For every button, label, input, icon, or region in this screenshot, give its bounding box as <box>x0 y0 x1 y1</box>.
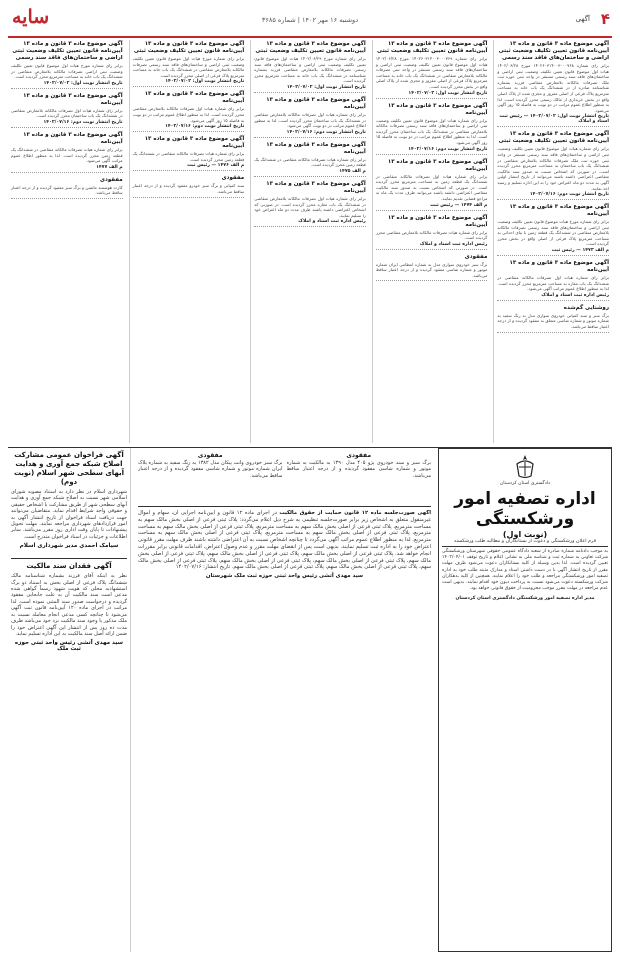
deed-loss-body: نظر به اینکه آقای فرزند بشماره شناسنامه مالک ششدانگ پلاک فرعی از اصلی بخش به استناد دو برگ استشهادیه محلی که هویت شهود رسماً گواهی شده مدعی است سند مالکیت آن به علت جابجایی مفقود گردیده و درخواست صدور سند المثنی نموده است. لذا مراتب در اجرای ماده ۱۲۰ آیین‌نامه قانون ثبت آگهی می‌شود تا چنانچه کسی مدعی انجام معامله نسبت به ملک مذکور یا وجود سند مالکیت نزد خود می‌باشد ظرف مدت ده روز پس از انتشار این آگهی اعتراض خود را ضمن ارائه اصل سند مالکیت به این اداره تسلیم نماید. <box>11 573 127 637</box>
notice-item <box>133 175 245 197</box>
notice-signature: رئیس اداره ثبت اسناد و املاک <box>298 219 366 225</box>
notice-body: برابر رای شماره هیات تصرفات مالکانه متقاضی در ششدانگ یک قطعه زمین محرز گردیده است. لذا به منظور اطلاع عموم مراتب آگهی می‌شود. <box>11 146 123 164</box>
notice-body: برابر رای شماره هیات اول تصرفات مالکانه متقاضی در ششدانگ یک قطعه زمین به مساحت مترمربع محرز گردیده است. در صورتی که اشخاص نسبت به صدور سند مالکیت متقاضی اعتراضی داشته باشند می‌توانند ظرف مدت یک ماه به مراجع قضایی تقدیم نمایند. <box>375 173 488 201</box>
notice-title: روشنایی گم‌شده <box>563 304 609 311</box>
notice-body: برابر رای شماره هیات اول تصرفات مالکانه بلامعارض متقاضی در ششدانگ یک باب مغازه محرز گردیده است. در صورتی که اشخاص اعتراضی داشته باشند ظرف مدت دو ماه اعتراض خود را تسلیم نمایند. <box>254 195 366 218</box>
org-name: دادگستری استان کردستان <box>499 481 551 486</box>
column-1 <box>493 40 612 443</box>
masthead-logo: سایه <box>12 6 50 28</box>
deed-loss-title: آگهی فقدان سند مالکیت <box>26 562 112 571</box>
notice-item <box>254 97 366 138</box>
lower-section <box>8 447 612 952</box>
notice-item <box>133 91 245 132</box>
notice-body: برابر رای شماره هیات تصرفات مالکانه بلامعارض متقاضی محرز گردیده است. <box>375 229 488 241</box>
notice-title: آگهی موضوع ماده ۳ قانون و ماده ۱۳ آیین‌نامه <box>266 180 366 194</box>
notice-item <box>376 103 488 155</box>
notice-title: آگهی موضوع ماده ۳ قانون و ماده ۱۳ آیین‌نامه قانون تعیین تکلیف وضعیت ثبتی اراضی و ساختمان‌های فاقد سند رسمی <box>12 41 123 61</box>
column-3 <box>250 40 369 443</box>
notice-signature: م الف ۱۴۷۷ <box>96 164 123 170</box>
invite-sign: سیامک احمدی مدیر شهرداری اسلام <box>19 543 119 550</box>
lost-item-body: برگ سبز و سند خودروی پژو ۴۰۵ مدل ۱۳۹۰ به مالکیت به شماره موتور و شماره شاسی مفقود گردیده و از درجه اعتبار ساقط می‌باشد. <box>286 460 431 479</box>
notice-signature: تاریخ انتشار نوبت دوم: ۱۴۰۲/۰۷/۱۶ <box>43 119 123 125</box>
column-4 <box>129 40 248 443</box>
notice-title: آگهی موضوع ماده ۳ قانون و ماده ۱۳ آیین‌نامه قانون تعیین تکلیف وضعیت ثبتی <box>377 41 488 54</box>
authority-sign: مدیر اداره تصفیه امور ورشکستگی دادگستری استان کردستان <box>455 596 595 602</box>
notice-title: مفقودی <box>221 175 245 182</box>
property-notice-sign: سید مهدی آتشی رئیس واحد ثبتی حوزه ثبت ملک شهرستان <box>205 573 364 580</box>
invite-body: شهرداری اسلام در نظر دارد به استناد مصوبه شورای اسلامی شهر نسبت به اصلاح شبکه جمع آوری و هدایت آبهای سطحی شهر از طریق مشارکت با اشخاص حقیقی و حقوقی واجد شرایط اقدام نماید. متقاضیان می‌توانند جهت دریافت اسناد فراخوان از تاریخ انتشار آگهی به امور قراردادهای شهرداری مراجعه نمایند. مهلت تحویل پیشنهادات تا پایان وقت اداری روز مقرر می‌باشد. سایر اطلاعات و جزئیات در اسناد فراخوان مندرج است. <box>11 489 127 540</box>
notice-columns <box>8 40 612 443</box>
notice-body: برابر رای شماره ۱۴۰۲۶۰۳۱۴۰۰۳۰۰۰۷۶۹ مورخ ۱۴۰۲/۰۶/۲۸ هیات اول موضوع قانون تعیین تکلیف وضعیت ثبتی اراضی و ساختمان‌های فاقد سند رسمی مستقر در واحد ثبتی تصرفات مالکانه بلامعارض متقاضی در ششدانگ یک باب خانه به مساحت مترمربع پلاک فرعی از اصلی مفروز و مجزی شده از پلاک اصلی واقع در بخش محرز گردیده است. <box>375 56 488 89</box>
notice-signature: تاریخ انتشار نوبت اول: ۱۴۰۲/۰۷/۰۲ — رئیس ثبت اسناد و املاک <box>499 114 609 125</box>
notice-item <box>254 181 366 227</box>
notice-item <box>497 204 609 256</box>
notice-title: آگهی موضوع ماده ۳ قانون و ماده ۱۳ آیین‌نامه <box>266 141 366 155</box>
notice-body: برابر رای شماره ۱۴۰۲۶۰۳۱۴۰۰۳۰۰۰۷۶۸ مورخ ۱۴۰۲/۰۶/۲۸ هیات اول موضوع قانون تعیین تکلیف وضعیت ثبتی اراضی و ساختمان‌های فاقد سند رسمی مستقر در واحد ثبتی حوزه ثبت ملک تصرفات مالکانه بلامعارض متقاضی فرزند بشماره شناسنامه صادره از در ششدانگ یک باب خانه به مساحت مترمربع پلاک فرعی از اصلی مفروز و مجزی شده از پلاک اصلی واقع در بخش خریداری از مالک رسمی محرز گردیده است. لذا به منظور اطلاع عموم مراتب در دو نوبت به فاصله ۱۵ روز آگهی می‌شود. <box>497 63 609 113</box>
notice-title: آگهی موضوع ماده ۳ قانون و ماده ۱۳ آیین‌نامه <box>387 158 488 172</box>
notice-signature: تاریخ انتشار نوبت اول: ۱۴۰۲/۰۷/۰۲ <box>165 79 245 85</box>
authority-subtitle: (نوبت اول) <box>502 530 548 539</box>
lost-item-title: مفقودی <box>346 452 372 459</box>
section-label: آگهی <box>575 15 590 23</box>
notice-signature: تاریخ انتشار نوبت اول: ۱۴۰۲/۰۷/۰۲ <box>43 80 123 86</box>
notice-title: آگهی موضوع ماده ۳ قانون و ماده ۱۳ آیین‌نامه <box>144 136 245 150</box>
notice-title: آگهی موضوع ماده ۳ قانون و ماده ۱۳ آیین‌نامه <box>23 131 123 145</box>
notice-item <box>254 142 366 177</box>
judiciary-emblem-icon <box>513 454 537 480</box>
lost-items-row <box>138 451 431 507</box>
notice-item <box>497 131 609 200</box>
notice-title: آگهی موضوع ماده ۳ قانون و ماده ۱۳ آیین‌نامه قانون تعیین تکلیف وضعیت ثبتی اراضی و ساختمان‌های فاقد سند رسمی <box>498 41 609 61</box>
invite-title: آگهی فراخوان عمومی مشارکت اصلاح شبکه جمع آوری و هدایت آبهای سطحی شهر اسلام (نوبت دوم) <box>13 451 125 486</box>
column-2 <box>372 40 491 443</box>
notice-item <box>133 136 245 171</box>
notice-signature: تاریخ انتشار نوبت دوم: ۱۴۰۲/۰۷/۱۶ <box>408 146 488 152</box>
notice-body: برابر رای شماره مورخ ۱۴۰۲/۰۶/۲۹ هیات اول موضوع قانون تعیین تکلیف وضعیت ثبتی اراضی و ساختمان‌های فاقد سند رسمی تصرفات مالکانه بلامعارض متقاضی فرزند بشماره شناسنامه در ششدانگ یک باب خانه به مساحت مترمربع محرز گردیده است. <box>254 56 366 84</box>
notice-item <box>497 305 609 333</box>
bankruptcy-notice <box>438 448 612 952</box>
notice-signature: تاریخ انتشار نوبت دوم: ۱۴۰۲/۰۷/۱۶ <box>286 129 366 135</box>
notice-item <box>133 41 245 87</box>
deed-loss-sign: سید مهدی آتشی رئیس واحد ثبتی حوزه ثبت ملک <box>14 640 124 653</box>
notice-body: برابر رای شماره مورخ هیات اول موضوع قانون تعیین تکلیف وضعیت ثبتی اراضی و ساختمان‌های فاقد سند رسمی تصرفات مالکانه بلامعارض متقاضی در ششدانگ یک باب خانه به مساحت مترمربع پلاک فرعی از اصلی محرز گردیده است. <box>132 56 245 78</box>
issue-info: دوشنبه ۱۶ مهر ۱۴۰۲ | شماره ۳۶۸۵ <box>261 16 359 24</box>
notice-body: کارت هوشمند ماشین و برگ سبز مفقود گردیده و از درجه اعتبار ساقط می‌باشد. <box>11 184 123 196</box>
property-notice-body: در اجرای ماده ۱۲ قانون و آیین‌نامه اجرایی آن، سهام و اموال غیرمنقول متعلق به اشخاص زیر برابر صورت‌جلسه تنظیمی به شرح ذیل اعلام می‌گردد: پلاک ثبتی فرعی از اصلی بخش مالک سهم به مساحت مترمربع، پلاک ثبتی فرعی از اصلی بخش مالک سهم به مساحت مترمربع، پلاک ثبتی فرعی از اصلی بخش مالک سهم به مساحت مترمربع، پلاک ثبتی فرعی از اصلی بخش مالک سهم به مساحت مترمربع، پلاک ثبتی فرعی از اصلی بخش مالک سهم به مساحت مترمربع. لذا به منظور اطلاع عموم مراتب آگهی می‌گردد تا چنانچه اشخاص نسبت به آن اعتراضی داشته باشند ظرف مهلت مقرر قانونی اعتراض خود را به اداره ثبت تسلیم نمایند. بدیهی است پس از انقضای مهلت مقرر و عدم وصول اعتراض، اقدامات قانونی برابر مقررات انجام خواهد شد. پلاک ثبتی فرعی از اصلی بخش مالک سهم، پلاک ثبتی فرعی از اصلی بخش مالک سهم، پلاک ثبتی فرعی از اصلی بخش مالک سهم، پلاک ثبتی فرعی از اصلی بخش مالک سهم، پلاک ثبتی فرعی از اصلی بخش مالک سهم، پلاک ثبتی فرعی از اصلی بخش مالک سهم، پلاک ثبتی فرعی از اصلی بخش مالک سهم، پلاک ثبتی فرعی از اصلی بخش مالک سهم. تاریخ انتشار: ۱۴۰۲/۰۷/۱۶ <box>138 510 431 571</box>
notice-body: برابر رای شماره هیات اول موضوع قانون تعیین تکلیف وضعیت ثبتی اراضی و ساختمان‌های فاقد سند رسمی مستقر در واحد ثبتی حوزه ثبت ملک تصرفات مالکانه بلامعارض متقاضی در ششدانگ یک باب ساختمان به مساحت مترمربع محرز گردیده است. در صورتی که اشخاص نسبت به صدور سند مالکیت متقاضی اعتراضی داشته باشند می‌توانند از تاریخ انتشار اولین آگهی به مدت دو ماه اعتراض خود را به این اداره تسلیم و رسید اخذ نمایند. <box>497 146 609 191</box>
notice-signature: تاریخ انتشار نوبت دوم: ۱۴۰۲/۰۷/۱۶ <box>165 124 245 130</box>
notice-title: آگهی موضوع ماده ۳ قانون و ماده ۱۳ آیین‌نامه <box>509 204 609 218</box>
notice-title: آگهی موضوع ماده ۳ قانون و ماده ۱۳ آیین‌نامه قانون تعیین تکلیف وضعیت ثبتی <box>255 41 366 54</box>
notice-item <box>497 260 609 301</box>
notice-item <box>254 41 366 93</box>
left-notices <box>8 448 131 952</box>
notice-body: برابر رای شماره هیات تصرفات مالکانه متقاضی در ششدانگ یک قطعه زمین محرز گردیده است. <box>254 156 366 168</box>
lost-item <box>287 451 432 503</box>
notice-body: برگ سبز و سند کمپانی خودروی سواری مدل به رنگ سفید به شماره موتور و شماره شاسی متعلق به مفقود گردیده و از درجه اعتبار ساقط می‌باشد. <box>497 312 609 330</box>
notice-signature: رئیس اداره ثبت اسناد و املاک <box>419 241 488 247</box>
notice-title: آگهی موضوع ماده ۳ قانون و ماده ۱۳ آیین‌نامه <box>266 96 366 110</box>
notice-signature: م الف ۱۴۷۴ — رئیس ثبت <box>430 202 488 208</box>
notice-item <box>11 177 123 199</box>
notice-body: برابر رای شماره هیات اول تصرفات مالکانه بلامعارض متقاضی در ششدانگ یک باب ساختمان محرز گردیده است. <box>11 107 123 119</box>
notice-title: آگهی موضوع ماده ۳ قانون و ماده ۱۳ آیین‌نامه <box>509 260 609 274</box>
notice-signature: تاریخ انتشار نوبت اول: ۱۴۰۲/۰۷/۰۲ <box>286 84 366 90</box>
notice-item <box>376 41 488 99</box>
notice-item <box>376 159 488 211</box>
divider <box>11 558 127 559</box>
notice-item <box>497 41 609 127</box>
notice-body: برابر رای شماره مورخ هیات اول موضوع قانون تعیین تکلیف وضعیت ثبتی اراضی تصرفات مالکانه بلامعارض متقاضی در ششدانگ یک باب خانه به مساحت مترمربع محرز گردیده است. <box>11 63 123 80</box>
form-line: فرم اعلان ورشکستگی و دعوت از بستانکاران و مطالبه طلب ورشکسته <box>442 539 608 547</box>
notice-title: مفقودی <box>99 176 123 183</box>
notice-signature: تاریخ انتشار نوبت دوم: ۱۴۰۲/۰۷/۱۶ <box>529 192 609 198</box>
authority-title: اداره تصفیه امور ورشکستگی <box>454 489 596 529</box>
notice-title: آگهی موضوع ماده ۳ قانون و ماده ۱۳ آیین‌نامه قانون تعیین تکلیف وضعیت ثبتی <box>498 131 609 145</box>
notice-title: آگهی موضوع ماده ۳ قانون و ماده ۱۳ آیین‌نامه <box>23 92 123 106</box>
notice-title: آگهی موضوع ماده ۳ قانون و ماده ۱۳ آیین‌نامه <box>387 214 488 228</box>
notice-title: آگهی موضوع ماده ۳ قانون و ماده ۱۳ آیین‌نامه <box>387 102 488 116</box>
notice-body: برابر رای شماره هیات اول تصرفات مالکانه متقاضی در ششدانگ یک باب مغازه به مساحت مترمربع محرز گردیده است. لذا به منظور اطلاع عموم مراتب آگهی می‌شود. <box>497 275 609 292</box>
property-notice <box>138 510 431 571</box>
authority-body: به موجب دادنامه شماره صادره از شعبه دادگاه عمومی حقوقی شهرستان ورشکستگی شرکت تعاونی به شماره ثبت و شناسه ملی به نشانی اعلام و تاریخ توقف ۱۴۰۲/۰۴/۰۱ تعیین گردیده است. لذا بدین وسیله از کلیه بستانکاران دعوت می‌شود ظرف مهلت مقرر از تاریخ انتشار آگهی با در دست داشتن اسناد و مدارک مثبته طلب خود به اداره تصفیه امور ورشکستگی مراجعه و طلب خود را اعلام نمایند. همچنین از کلیه بدهکاران شرکت ورشکسته دعوت می‌شود نسبت به پرداخت دیون خود اقدام نمایند. بدیهی است عدم مراجعه در مهلت مقرر موجب محرومیت از حقوق قانونی خواهد بود. <box>442 549 608 592</box>
notice-item <box>11 41 123 89</box>
notice-body: برابر رای شماره هیات اول موضوع قانون تعیین تکلیف وضعیت ثبتی اراضی و ساختمان‌های فاقد سند رسمی تصرفات مالکانه بلامعارض متقاضی در ششدانگ یک باب ساختمان محرز گردیده است. لذا به منظور اطلاع عموم مراتب در دو نوبت به فاصله ۱۵ روز آگهی می‌شود. <box>375 117 488 145</box>
notice-title: مفقودی <box>464 253 488 260</box>
notice-body: برابر رای شماره هیات اول تصرفات مالکانه بلامعارض متقاضی در ششدانگ یک باب ساختمان محرز گردیده است. لذا به منظور اطلاع عموم مراتب در دو نوبت آگهی می‌شود. <box>254 111 366 129</box>
lost-item-body: برگ سبز خودروی وانت پیکان مدل ۱۳۸۲ به رنگ سفید به شماره پلاک ایران شماره موتور و شماره شاسی مفقود گردیده و از درجه اعتبار ساقط می‌باشد. <box>138 460 283 479</box>
notice-signature: رئیس اداره ثبت اسناد و املاک <box>541 292 609 298</box>
notice-signature: م الف ۱۴۷۶ — رئیس ثبت <box>187 163 245 169</box>
notice-item <box>376 215 488 250</box>
notice-item <box>376 254 488 282</box>
middle-notices <box>135 448 434 952</box>
column-5 <box>8 40 126 443</box>
notice-body: برابر رای شماره مورخ هیات موضوع قانون تعیین تکلیف وضعیت ثبتی اراضی و ساختمان‌های فاقد سند رسمی تصرفات مالکانه بلامعارض متقاضی در ششدانگ یک قطعه زمین با بنای احداثی به مساحت مترمربع پلاک فرعی از اصلی واقع در بخش محرز گردیده است. <box>497 219 609 247</box>
notice-title: آگهی موضوع ماده ۳ قانون و ماده ۱۳ آیین‌نامه قانون تعیین تکلیف وضعیت ثبتی <box>133 41 245 54</box>
property-notice-lead: آگهی صورت‌جلسه ماده ۱۲ قانون حمایت از حقوق مالکیت <box>279 510 431 516</box>
notice-body: برابر رای شماره هیات تصرفات مالکانه متقاضی در ششدانگ یک قطعه زمین محرز گردیده است. <box>132 151 245 162</box>
notice-item <box>11 132 123 173</box>
notice-body: سند کمپانی و برگ سبز خودرو مفقود گردیده و از درجه اعتبار ساقط می‌باشد. <box>132 183 245 194</box>
notice-body: برابر رای شماره هیات اول تصرفات مالکانه بلامعارض متقاضی محرز گردیده است. لذا به منظور اطلاع عموم مراتب در دو نوبت به فاصله ۱۵ روز آگهی می‌شود. <box>132 106 245 123</box>
page-number: ۴ <box>600 10 610 28</box>
notice-body: برگ سبز خودروی سواری مدل به شماره انتظامی ایران شماره موتور و شماره شاسی مفقود گردیده و از درجه اعتبار ساقط می‌باشد. <box>375 261 488 278</box>
notice-signature: تاریخ انتشار نوبت اول: ۱۴۰۲/۰۷/۰۲ <box>408 90 488 96</box>
notice-title: آگهی موضوع ماده ۳ قانون و ماده ۱۳ آیین‌نامه <box>144 91 245 105</box>
lost-item-title: مفقودی <box>197 452 223 459</box>
lost-item <box>138 451 283 503</box>
notice-signature: م الف ۱۴۷۳ — رئیس ثبت <box>551 248 609 254</box>
notice-signature: م الف ۱۴۷۵ <box>339 168 366 174</box>
page-header <box>8 6 612 38</box>
notice-item <box>11 93 123 128</box>
